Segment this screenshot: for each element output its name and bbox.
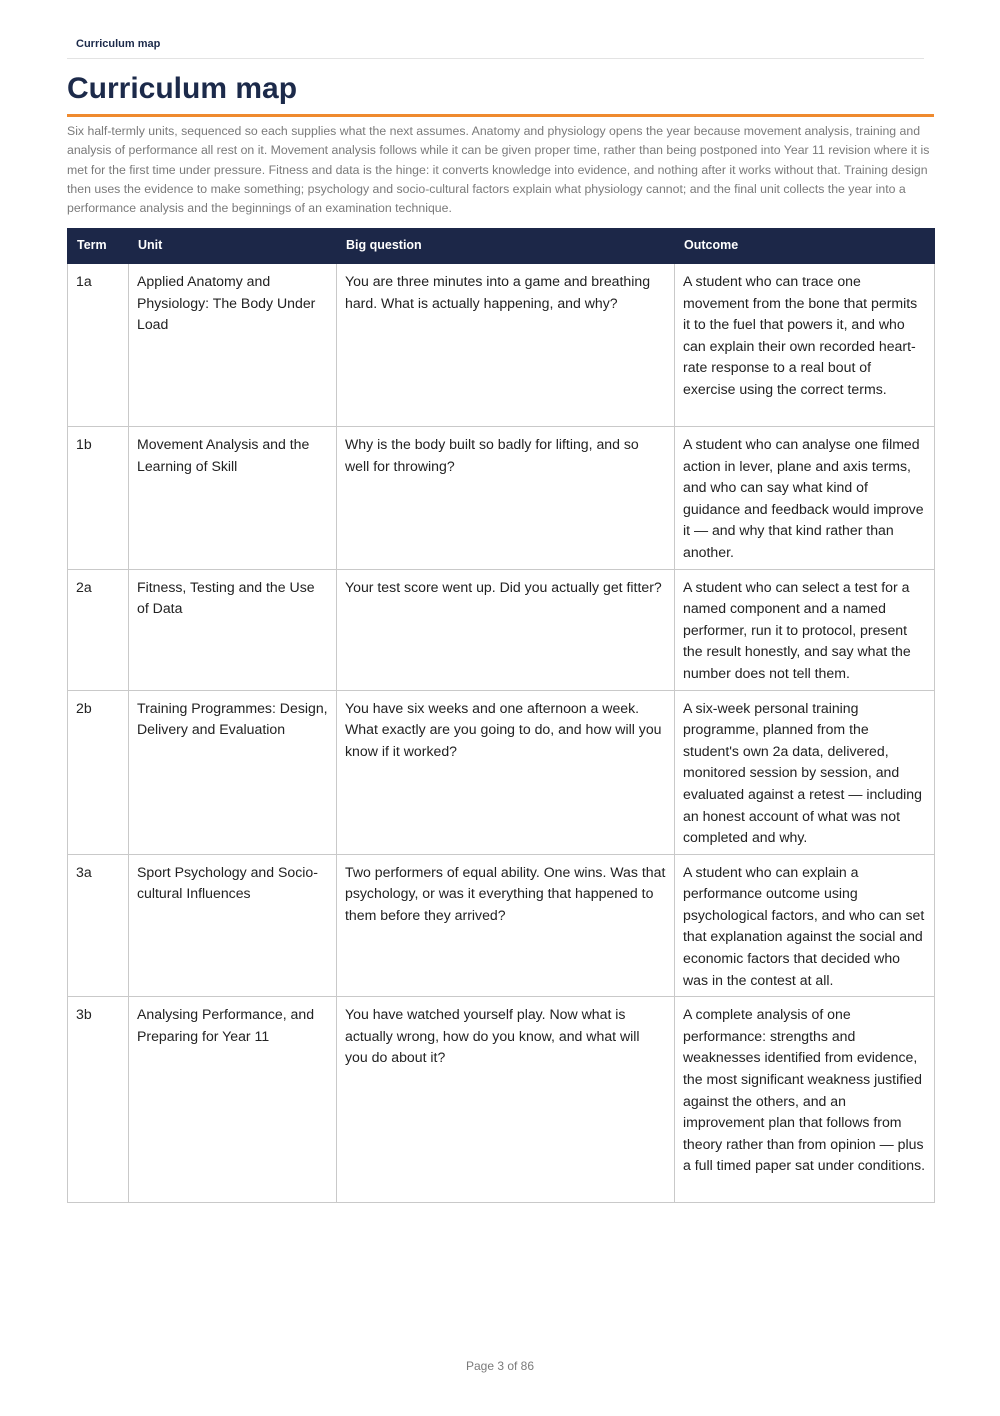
table-header-row bbox=[68, 229, 935, 264]
term-cell: 2a bbox=[68, 569, 129, 690]
unit-cell: Applied Anatomy and Physiology: The Body Under Load bbox=[129, 264, 337, 427]
table-row bbox=[68, 997, 935, 1203]
page-title: Curriculum map bbox=[67, 72, 298, 105]
outcome-cell: A six-week personal training programme, planned from the student's own 2a data, delivered, monitored session by session, and evaluated against a retest — including an honest account of what was not completed and why. bbox=[675, 690, 935, 854]
column-header-term: Term bbox=[68, 229, 129, 264]
intro-paragraph: Six half-termly units, sequenced so each supplies what the next assumes. Anatomy and physiology opens the year because movement analysis, training and analysis of performance all rest on it. Movement analysis follows while it can be given proper time, rather than being postponed into Year 11 revision where it is met for the first time under pressure. Fitness and data is the hinge: it converts knowledge into evidence, and nothing after it works without that. Training design then uses the evidence to make something; psychology and socio-cultural factors explain what physiology cannot; and the final unit collects the year into a performance analysis and the beginnings of an examination technique. bbox=[67, 124, 930, 216]
outcome-cell: A student who can trace one movement from the bone that permits it to the fuel that powers it, and who can explain their own recorded heart-rate response to a real bout of exercise using the correct terms. bbox=[675, 264, 935, 427]
unit-cell: Analysing Performance, and Preparing for Year 11 bbox=[129, 997, 337, 1203]
curriculum-table bbox=[67, 228, 935, 1203]
big-question-cell: You have six weeks and one afternoon a week. What exactly are you going to do, and how will you know if it worked? bbox=[337, 690, 675, 854]
header-divider bbox=[67, 58, 924, 59]
title-underline bbox=[67, 114, 934, 117]
table-row bbox=[68, 264, 935, 427]
table-row bbox=[68, 427, 935, 570]
unit-cell: Fitness, Testing and the Use of Data bbox=[129, 569, 337, 690]
term-cell: 1b bbox=[68, 427, 129, 570]
big-question-cell: You have watched yourself play. Now what is actually wrong, how do you know, and what will you do about it? bbox=[337, 997, 675, 1203]
page-number: Page 3 of 86 bbox=[465, 1359, 535, 1373]
outcome-cell: A student who can select a test for a named component and a named performer, run it to protocol, present the result honestly, and say what the number does not tell them. bbox=[675, 569, 935, 690]
unit-cell: Movement Analysis and the Learning of Skill bbox=[129, 427, 337, 570]
outcome-cell: A complete analysis of one performance: strengths and weaknesses identified from evidence, the most significant weakness justified against the others, and an improvement plan that follows from theory rather than from opinion — plus a full timed paper sat under conditions. bbox=[675, 997, 935, 1203]
big-question-cell: Two performers of equal ability. One wins. Was that psychology, or was it everything that happened to them before they arrived? bbox=[337, 854, 675, 997]
big-question-cell: You are three minutes into a game and breathing hard. What is actually happening, and why? bbox=[337, 264, 675, 427]
column-header-unit: Unit bbox=[129, 229, 337, 264]
big-question-cell: Your test score went up. Did you actually get fitter? bbox=[337, 569, 675, 690]
term-cell: 1a bbox=[68, 264, 129, 427]
outcome-cell: A student who can analyse one filmed action in lever, plane and axis terms, and who can say what kind of guidance and feedback would improve it — and why that kind rather than another. bbox=[675, 427, 935, 570]
term-cell: 2b bbox=[68, 690, 129, 854]
term-cell: 3a bbox=[68, 854, 129, 997]
outcome-cell: A student who can explain a performance outcome using psychological factors, and who can set that explanation against the social and economic factors that decided who was in the contest at all. bbox=[675, 854, 935, 997]
table-row bbox=[68, 854, 935, 997]
column-header-outcome: Outcome bbox=[675, 229, 935, 264]
running-header: Curriculum map bbox=[76, 38, 161, 50]
column-header-big-question: Big question bbox=[337, 229, 675, 264]
table-row bbox=[68, 569, 935, 690]
unit-cell: Training Programmes: Design, Delivery and Evaluation bbox=[129, 690, 337, 854]
big-question-cell: Why is the body built so badly for lifting, and so well for throwing? bbox=[337, 427, 675, 570]
table-row bbox=[68, 690, 935, 854]
term-cell: 3b bbox=[68, 997, 129, 1203]
unit-cell: Sport Psychology and Socio-cultural Influences bbox=[129, 854, 337, 997]
